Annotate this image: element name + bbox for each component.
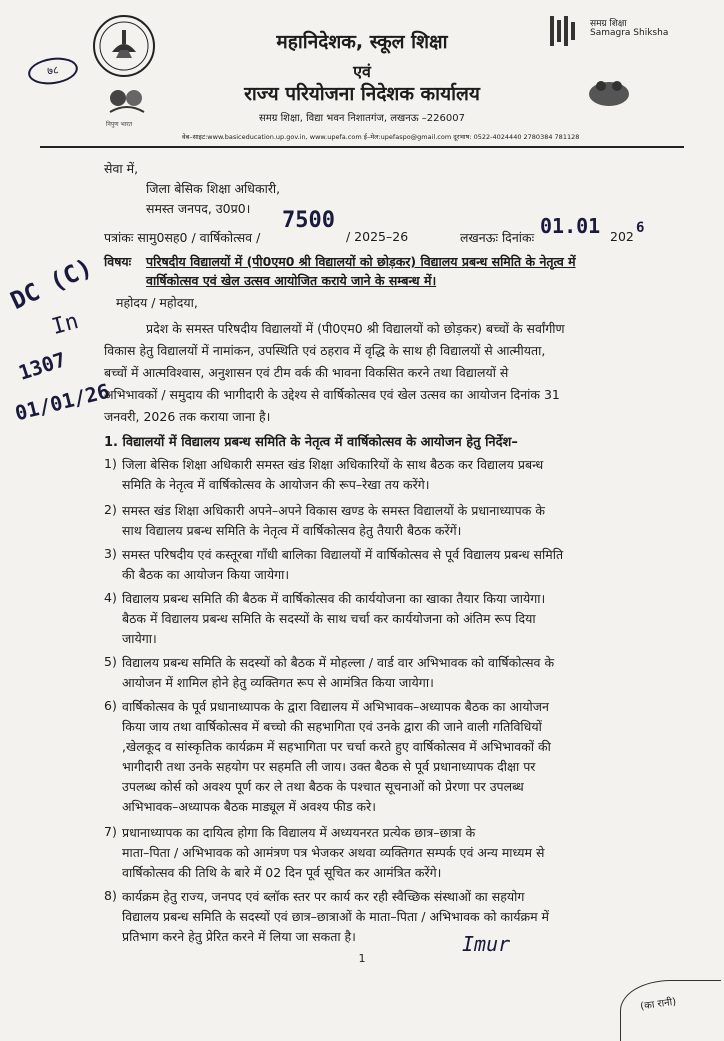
item-line: जायेगा। <box>122 631 157 646</box>
item-line: जिला बेसिक शिक्षा अधिकारी समस्त खंड शिक्षा अधिकारियों के साथ बैठक कर विद्यालय प्रबन्ध <box>122 457 544 472</box>
subject-label: विषयः <box>104 254 132 269</box>
seva-me: सेवा में, <box>104 161 139 176</box>
item-line: बैठक में विद्यालय प्रबन्ध समिति के सदस्यों के साथ चर्चा कर कार्ययोजना को अंतिम रूप दिया <box>122 611 536 626</box>
salutation: महोदय / महोदया, <box>116 295 198 310</box>
letterhead-title-2: राज्य परियोजना निदेशक कार्यालय <box>244 83 480 105</box>
section-1-heading: 1. विद्यालयों में विद्यालय प्रबन्ध समिति के नेतृत्व में वार्षिकोत्सव के आयोजन हेतु निर्देश– <box>104 435 518 450</box>
recipient-line-1: जिला बेसिक शिक्षा अधिकारी, <box>146 181 281 196</box>
item-number: 3) <box>104 546 117 561</box>
handwritten-year-digit: 6 <box>636 220 645 236</box>
patrank-label: पत्रांकः सामु0सह0 / वार्षिकोत्सव / <box>104 230 261 245</box>
item-line: माता–पिता / अभिभावक को आमंत्रण पत्र भेजकर अथवा व्यक्तिगत सम्पर्क एवं अन्य माध्यम से <box>122 845 545 860</box>
item-line: किया जाय तथा वार्षिकोत्सव में बच्चो की सहभागिता एवं उनके द्वारा की जाने वाली गतिविधियों <box>122 719 542 734</box>
intro-line: जनवरी, 2026 तक कराया जाना है। <box>104 409 271 424</box>
item-line: उपलब्ध कोर्स को अवश्य पूर्ण कर ले तथा बैठक के पश्चात सूचनाओं को प्रेरणा पर उपलब्ध <box>122 779 524 794</box>
date-year-printed: 202 <box>610 229 634 244</box>
letterhead-divider <box>40 146 684 148</box>
item-line: आयोजन में शामिल होने हेतु व्यक्तिगत रूप से आमंत्रित किया जायेगा। <box>122 675 434 690</box>
item-line: विद्यालय प्रबन्ध समिति की बैठक में वार्षिकोत्सव की कार्ययोजना का खाका तैयार किया जायेगा। <box>122 591 546 606</box>
item-number: 2) <box>104 502 117 517</box>
letterhead-evam: एवं <box>353 62 371 81</box>
place-date-label: लखनऊः दिनांकः <box>460 230 535 245</box>
intro-line: विकास हेतु विद्यालयों में नामांकन, उपस्थिति एवं ठहराव में वृद्धि के साथ ही विद्यालयों से आत्मीयता, <box>104 343 546 358</box>
handwritten-margin-dc: DC (C) <box>6 252 97 316</box>
nipun-bharat-caption: निपुण भारत <box>106 121 133 128</box>
samagra-shiksha-hindi: समग्र शिक्षा <box>590 19 627 29</box>
item-number: 6) <box>104 698 117 713</box>
letterhead-contacts: वेब–साइट:www.basiceducation.up.gov.in, www.upefa.com ई–मेल:upefaspo@gmail.com दूरभाष: 0522-4024440 2780384 781128 <box>182 133 580 141</box>
handwritten-margin-ref: 1307 <box>15 347 69 385</box>
item-line: साथ विद्यालय प्रबन्ध समिति के नेतृत्व में वार्षिकोत्सव हेतु तैयारी बैठक करेंगें। <box>122 523 462 538</box>
stamp-text: (का रानी) <box>639 996 677 1013</box>
stamp-outline <box>620 980 721 1041</box>
item-line: की बैठक का आयोजन किया जायेगा। <box>122 567 290 582</box>
item-number: 1) <box>104 456 117 471</box>
recipient-line-2: समस्त जनपद, उ0प्र0। <box>146 201 251 216</box>
handwritten-circled-number: ७८ <box>26 55 79 88</box>
item-line: अभिभावक–अध्यापक बैठक माड्यूल में अवश्य फीड करे। <box>122 799 377 814</box>
handwritten-letter-number: 7500 <box>282 208 335 233</box>
reference-year: / 2025–26 <box>346 229 409 244</box>
samagra-shiksha-english: Samagra Shiksha <box>590 28 669 38</box>
item-line: समस्त परिषदीय एवं कस्तूरबा गाँधी बालिका विद्यालयों में वार्षिकोत्सव से पूर्व विद्यालय प्रबन्ध समिति <box>122 547 564 562</box>
subject-line-1: परिषदीय विद्यालयों में (पी0एम0 श्री विद्यालयों को छोड़कर) विद्यालय प्रबन्ध समिति के नेतृत्व में <box>146 254 576 269</box>
item-line: समिति के नेतृत्व में वार्षिकोत्सव के आयोजन की रूप–रेखा तय करेंगे। <box>122 477 430 492</box>
item-line: विद्यालय प्रबन्ध समिति के सदस्यों एवं छात्र–छात्राओं के माता–पिता / अभिभावक को कार्यक्रम में <box>122 909 550 924</box>
item-line: कार्यक्रम हेतु राज्य, जनपद एवं ब्लॉक स्तर पर कार्य कर रही स्वैच्छिक संस्थाओं का सहयोग <box>122 889 525 904</box>
item-line: भागीदारी तथा उनके सहयोग पर सहमति ली जाय। उक्त बैठक से पूर्व प्रधानाध्यापक दीक्षा पर <box>122 759 536 774</box>
item-line: वार्षिकोत्सव की तिथि के बारे में 02 दिन पूर्व सूचित कर आमंत्रित करेंगे। <box>122 865 442 880</box>
letterhead-address: समग्र शिक्षा, विद्या भवन निशातगंज, लखनऊ –226007 <box>259 113 465 124</box>
item-line: वार्षिकोत्सव के पूर्व प्रधानाध्यापक के द्वारा विद्यालय में अभिभावक–अध्यापक बैठक का आयोजन <box>122 699 549 714</box>
item-line: प्रधानाध्यापक का दायित्व होगा कि विद्यालय में अध्ययनरत प्रत्येक छात्र–छात्रा के <box>122 825 476 840</box>
handwritten-margin-date: 01/01/26 <box>12 378 112 426</box>
item-line: विद्यालय प्रबन्ध समिति के सदस्यों को बैठक में मोहल्ला / वार्ड वार अभिभावक को वार्षिकोत्सव के <box>122 655 555 670</box>
letterhead-title-1: महानिदेशक, स्कूल शिक्षा <box>276 31 448 53</box>
handwritten-signature: Imur <box>462 932 511 956</box>
item-line: प्रतिभाग करने हेतु प्रेरित करने में लिया जा सकता है। <box>122 929 356 944</box>
item-number: 5) <box>104 654 117 669</box>
item-line: ,खेलकूद व सांस्कृतिक कार्यक्रम में सहभागिता पर चर्चा करते हुए वार्षिकोत्सव में अभिभावकों की <box>122 739 551 754</box>
item-number: 8) <box>104 888 117 903</box>
item-number: 7) <box>104 824 117 839</box>
intro-line: अभिभावकों / समुदाय की भागीदारी के उद्देश्य से वार्षिकोत्सव एवं खेल उत्सव का आयोजन दिनांक 31 <box>104 387 560 402</box>
handwritten-margin-initial: In <box>49 308 82 341</box>
handwritten-date: 01.01 <box>540 214 601 238</box>
item-line: समस्त खंड शिक्षा अधिकारी अपने–अपने विकास खण्ड के समस्त विद्यालयों के प्रधानाध्यापक के <box>122 503 545 518</box>
subject-line-2: वार्षिकोत्सव एवं खेल उत्सव आयोजित कराये जाने के सम्बन्ध में। <box>146 273 437 288</box>
intro-line: प्रदेश के समस्त परिषदीय विद्यालयों में (पी0एम0 श्री विद्यालयों को छोड़कर) बच्चों के सर्वांगीण <box>146 321 565 336</box>
intro-line: बच्चों में आत्मविश्वास, अनुशासन एवं टीम वर्क की भावना विकसित करने तथा विद्यालयों से <box>104 365 509 380</box>
item-number: 4) <box>104 590 117 605</box>
page-number: 1 <box>358 952 366 965</box>
